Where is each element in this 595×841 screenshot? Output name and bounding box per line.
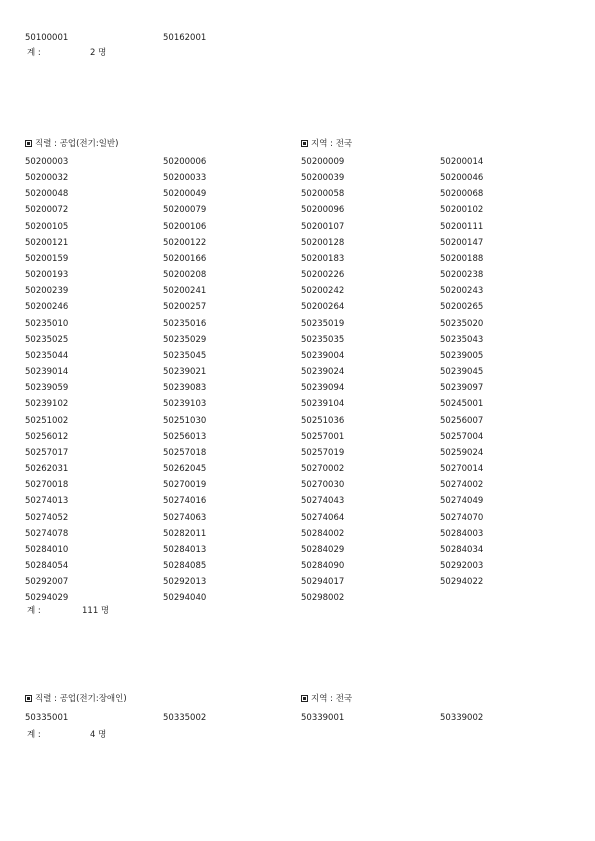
code-row <box>0 333 595 347</box>
code-cell: 50235010 <box>25 318 69 329</box>
code-cell: 50200265 <box>440 302 484 313</box>
code-cell: 50200246 <box>25 302 69 313</box>
code-cell: 50200046 <box>440 173 484 184</box>
total-label: 계 : <box>27 730 41 740</box>
code-cell: 50284010 <box>25 544 69 555</box>
code-row <box>0 349 595 363</box>
region-label <box>301 692 352 706</box>
code-row <box>0 397 595 411</box>
code-cell: 50200048 <box>25 189 69 200</box>
code-cell: 50200111 <box>440 221 484 232</box>
code-cell: 50200096 <box>301 205 345 216</box>
code-cell: 50200006 <box>163 157 207 167</box>
code-cell: 50259024 <box>440 447 484 458</box>
total-label: 계 : <box>27 606 41 616</box>
code-cell: 50200193 <box>25 270 69 281</box>
code-cell: 50284002 <box>301 528 345 539</box>
code-cell: 50200243 <box>440 286 484 297</box>
section-total-row <box>0 728 595 742</box>
code-cell: 50200107 <box>301 221 345 232</box>
code-cell: 50270002 <box>301 464 345 475</box>
job-series-text: 직렬 : 공업(전기:장애인) <box>35 694 127 704</box>
code-cell: 50200208 <box>163 270 207 281</box>
code-cell: 50292003 <box>440 561 484 571</box>
code-row <box>0 365 595 379</box>
square-bullet-icon <box>25 140 32 147</box>
code-row <box>0 252 595 266</box>
code-cell: 50200121 <box>25 237 69 248</box>
code-cell: 50270030 <box>301 480 345 491</box>
code-cell: 50235043 <box>440 334 484 345</box>
code-cell: 50100001 <box>25 33 69 43</box>
code-cell: 50262031 <box>25 464 69 475</box>
code-cell: 50200039 <box>301 173 345 184</box>
code-cell: 50251036 <box>301 415 345 426</box>
code-cell: 50200242 <box>301 286 345 297</box>
code-row <box>0 511 595 525</box>
code-cell: 50200188 <box>440 253 484 264</box>
code-cell: 50270019 <box>163 480 207 491</box>
code-cell: 50200033 <box>163 173 207 184</box>
code-cell: 50200183 <box>301 253 345 264</box>
code-row <box>0 187 595 201</box>
code-row <box>0 236 595 250</box>
region-text: 지역 : 전국 <box>311 694 353 704</box>
code-cell: 50294022 <box>440 577 484 588</box>
code-cell: 50239004 <box>301 350 345 361</box>
region-label <box>301 137 352 151</box>
code-cell: 50239083 <box>163 383 207 394</box>
square-bullet-icon <box>25 695 32 702</box>
code-cell: 50274070 <box>440 512 484 523</box>
code-cell: 50292007 <box>25 577 69 588</box>
code-cell: 50262045 <box>163 464 207 475</box>
code-cell: 50257019 <box>301 447 345 458</box>
code-cell: 50200122 <box>163 237 207 248</box>
code-cell: 50239102 <box>25 399 69 410</box>
code-cell: 50274002 <box>440 480 484 491</box>
code-cell: 50235019 <box>301 318 345 329</box>
section-total-row <box>0 604 595 618</box>
code-cell: 50239103 <box>163 399 207 410</box>
square-bullet-icon <box>301 695 308 702</box>
code-cell: 50245001 <box>440 399 484 410</box>
code-cell: 50200032 <box>25 173 69 184</box>
code-cell: 50200166 <box>163 253 207 264</box>
total-count: 111 명 <box>82 606 110 616</box>
code-cell: 50257001 <box>301 431 345 442</box>
code-row <box>0 155 595 169</box>
code-cell: 50200003 <box>25 157 69 167</box>
code-cell: 50200068 <box>440 189 484 200</box>
code-cell: 50200105 <box>25 221 69 232</box>
code-cell: 50235025 <box>25 334 69 345</box>
code-cell: 50235016 <box>163 318 207 329</box>
code-row <box>0 543 595 557</box>
code-row <box>0 462 595 476</box>
code-row <box>0 220 595 234</box>
code-cell: 50200058 <box>301 189 345 200</box>
total-count: 2 명 <box>90 48 107 58</box>
code-cell: 50200128 <box>301 237 345 248</box>
code-cell: 50200264 <box>301 302 345 313</box>
code-cell: 50239045 <box>440 367 484 378</box>
code-row <box>0 527 595 541</box>
code-cell: 50239021 <box>163 367 207 378</box>
code-row <box>0 559 595 573</box>
code-row <box>0 300 595 314</box>
job-series-label <box>25 692 127 706</box>
code-cell: 50294029 <box>25 593 69 604</box>
job-series-text: 직렬 : 공업(전기:일반) <box>35 139 119 149</box>
code-cell: 50200238 <box>440 270 484 281</box>
code-cell: 50200239 <box>25 286 69 297</box>
code-row <box>0 575 595 589</box>
code-cell: 50200226 <box>301 270 345 281</box>
code-cell: 50200079 <box>163 205 207 216</box>
code-row <box>0 268 595 282</box>
code-cell: 50200159 <box>25 253 69 264</box>
code-row <box>0 414 595 428</box>
top-total-row <box>0 46 595 60</box>
code-cell: 50200257 <box>163 302 207 313</box>
code-cell: 50294017 <box>301 577 345 588</box>
code-cell: 50251030 <box>163 415 207 426</box>
code-cell: 50274049 <box>440 496 484 507</box>
code-cell: 50274064 <box>301 512 345 523</box>
code-cell: 50335001 <box>25 713 69 723</box>
code-cell: 50235035 <box>301 334 345 345</box>
code-cell: 50162001 <box>163 33 207 43</box>
code-cell: 50284013 <box>163 544 207 555</box>
code-cell: 50200106 <box>163 221 207 232</box>
code-cell: 50298002 <box>301 593 345 604</box>
code-cell: 50257018 <box>163 447 207 458</box>
code-cell: 50200147 <box>440 237 484 248</box>
code-cell: 50282011 <box>163 528 207 539</box>
code-cell: 50200009 <box>301 157 345 167</box>
code-cell: 50294040 <box>163 593 207 604</box>
code-row <box>0 203 595 217</box>
code-cell: 50284085 <box>163 561 207 571</box>
region-text: 지역 : 전국 <box>311 139 353 149</box>
top-code-row <box>0 31 595 45</box>
code-cell: 50239097 <box>440 383 484 394</box>
code-cell: 50256007 <box>440 415 484 426</box>
code-cell: 50274016 <box>163 496 207 507</box>
code-cell: 50235044 <box>25 350 69 361</box>
code-cell: 50257017 <box>25 447 69 458</box>
code-row <box>0 478 595 492</box>
code-cell: 50239104 <box>301 399 345 410</box>
code-row <box>0 711 595 725</box>
code-cell: 50239024 <box>301 367 345 378</box>
code-row <box>0 171 595 185</box>
code-cell: 50274052 <box>25 512 69 523</box>
code-cell: 50200049 <box>163 189 207 200</box>
code-cell: 50256012 <box>25 431 69 442</box>
section-header <box>0 137 595 151</box>
code-cell: 50235045 <box>163 350 207 361</box>
code-cell: 50200014 <box>440 157 484 167</box>
code-cell: 50284054 <box>25 561 69 571</box>
code-cell: 50235020 <box>440 318 484 329</box>
total-count: 4 명 <box>90 730 107 740</box>
code-cell: 50292013 <box>163 577 207 588</box>
job-series-label <box>25 137 118 151</box>
code-cell: 50235029 <box>163 334 207 345</box>
code-cell: 50274013 <box>25 496 69 507</box>
code-cell: 50239094 <box>301 383 345 394</box>
code-cell: 50270018 <box>25 480 69 491</box>
code-cell: 50339002 <box>440 713 484 723</box>
code-cell: 50251002 <box>25 415 69 426</box>
code-row <box>0 381 595 395</box>
code-cell: 50239005 <box>440 350 484 361</box>
code-cell: 50284034 <box>440 544 484 555</box>
code-cell: 50200102 <box>440 205 484 216</box>
code-cell: 50339001 <box>301 713 345 723</box>
square-bullet-icon <box>301 140 308 147</box>
code-cell: 50256013 <box>163 431 207 442</box>
code-cell: 50284003 <box>440 528 484 539</box>
code-cell: 50239059 <box>25 383 69 394</box>
code-cell: 50200241 <box>163 286 207 297</box>
code-cell: 50257004 <box>440 431 484 442</box>
code-cell: 50274043 <box>301 496 345 507</box>
code-cell: 50274063 <box>163 512 207 523</box>
code-row <box>0 317 595 331</box>
code-row <box>0 494 595 508</box>
total-label: 계 : <box>27 48 41 58</box>
code-row <box>0 446 595 460</box>
code-cell: 50239014 <box>25 367 69 378</box>
code-row <box>0 284 595 298</box>
code-cell: 50284090 <box>301 561 345 571</box>
code-cell: 50274078 <box>25 528 69 539</box>
code-cell: 50200072 <box>25 205 69 216</box>
code-cell: 50284029 <box>301 544 345 555</box>
section-header <box>0 692 595 706</box>
code-cell: 50335002 <box>163 713 207 723</box>
code-row <box>0 430 595 444</box>
code-cell: 50270014 <box>440 464 484 475</box>
